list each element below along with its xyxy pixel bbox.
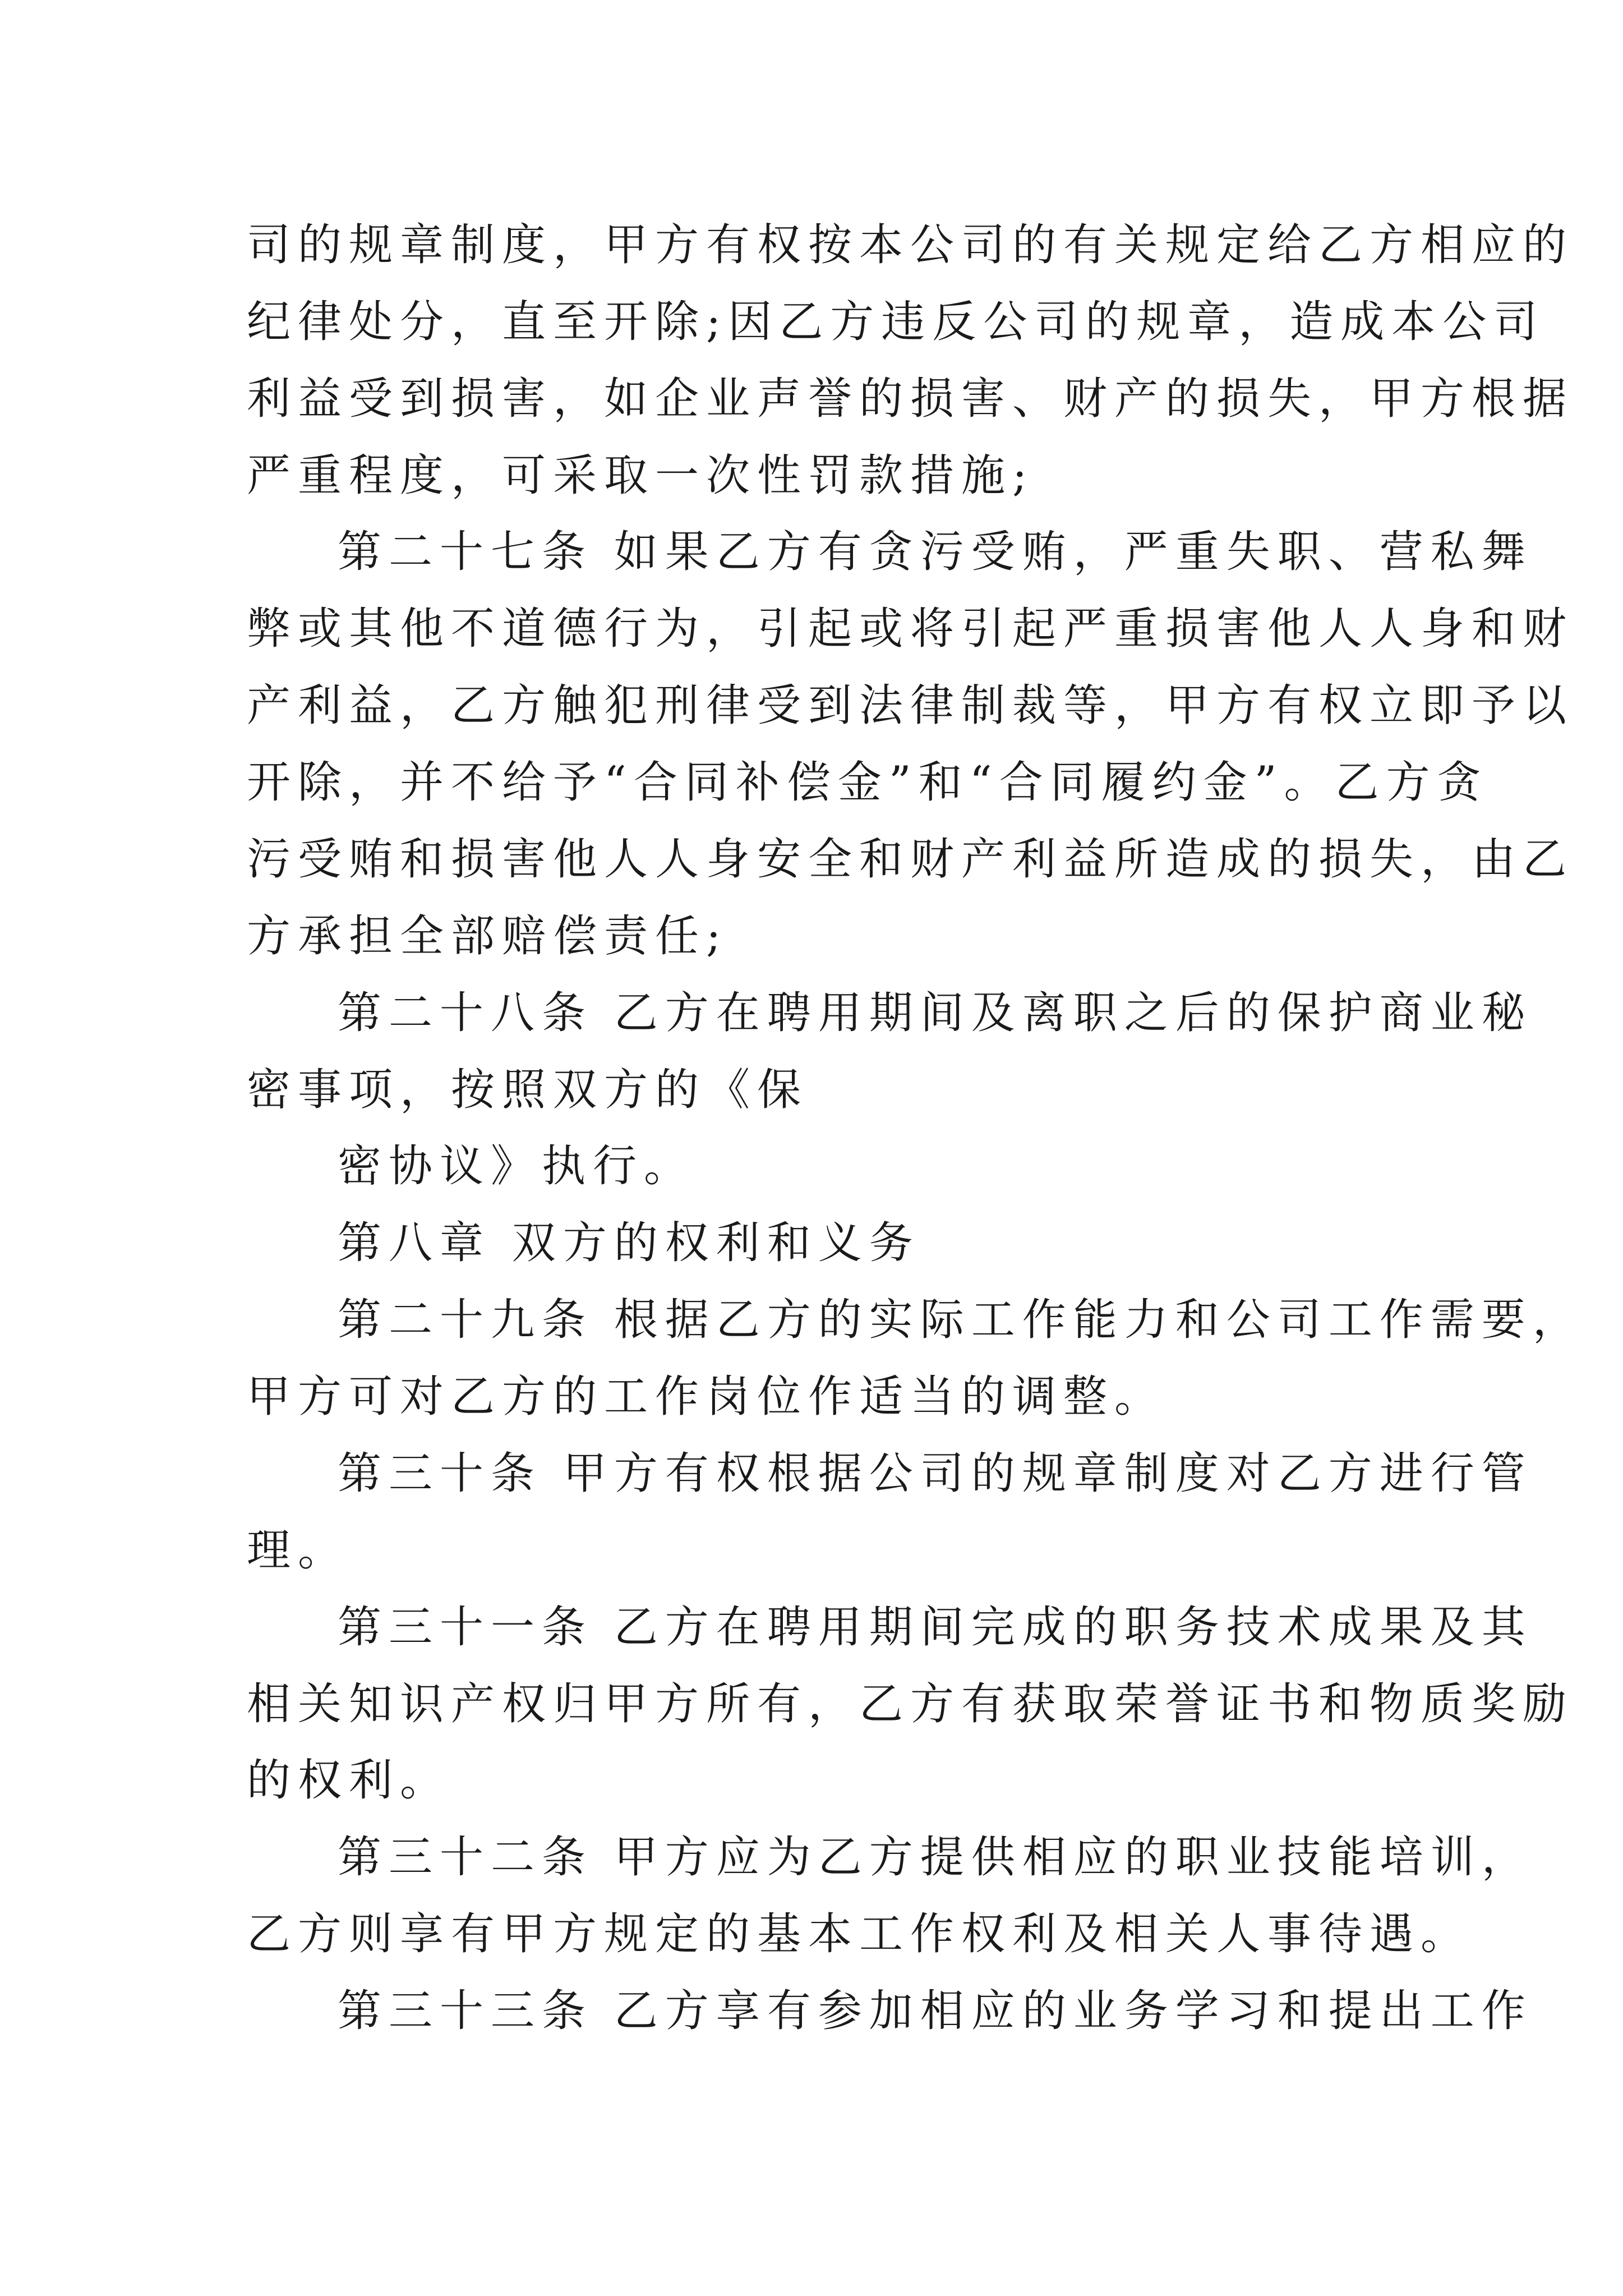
- article-33-line: 第三十三条 乙方享有参加相应的业务学习和提出工作: [338, 1986, 1533, 2036]
- text-line: 甲方可对乙方的工作岗位作适当的调整。: [247, 1372, 1166, 1422]
- text-line: 纪律处分，直至开除;因乙方违反公司的规章，造成本公司: [247, 297, 1545, 347]
- text-line: 产利益，乙方触犯刑律受到法律制裁等，甲方有权立即予以: [247, 680, 1574, 731]
- article-31-line: 第三十一条 乙方在聘用期间完成的职务技术成果及其: [338, 1602, 1533, 1653]
- text-line: 弊或其他不道德行为，引起或将引起严重损害他人人身和财: [247, 604, 1574, 654]
- article-32-line: 第三十二条 甲方应为乙方提供相应的职业技能培训，: [338, 1832, 1533, 1883]
- text-line: 方承担全部赔偿责任;: [247, 911, 728, 961]
- text-line: 相关知识产权归甲方所有，乙方有获取荣誉证书和物质奖励: [247, 1679, 1574, 1729]
- text-line: 开除，并不给予“合同补偿金”和“合同履约金”。乙方贪: [247, 757, 1488, 808]
- article-30-line: 第三十条 甲方有权根据公司的规章制度对乙方进行管: [338, 1448, 1533, 1499]
- text-line: 的权利。: [247, 1755, 451, 1806]
- text-line: 利益受到损害，如企业声誉的损害、财产的损失，甲方根据: [247, 374, 1574, 424]
- text-line: 理。: [247, 1525, 349, 1576]
- article-29-line: 第二十九条 根据乙方的实际工作能力和公司工作需要，: [338, 1295, 1584, 1345]
- article-28-line: 第二十八条 乙方在聘用期间及离职之后的保护商业秘: [338, 988, 1533, 1038]
- text-line: 司的规章制度，甲方有权按本公司的有关规定给乙方相应的: [247, 220, 1574, 270]
- text-line: 密事项，按照双方的《保: [247, 1065, 809, 1115]
- article-27-line: 第二十七条 如果乙方有贪污受贿，严重失职、营私舞: [338, 527, 1533, 577]
- text-line: 严重程度，可采取一次性罚款措施;: [247, 450, 1035, 501]
- text-line: 密协议》执行。: [338, 1141, 695, 1191]
- text-line: 污受贿和损害他人人身安全和财产利益所造成的损失，由乙: [247, 834, 1574, 885]
- chapter-8-heading: 第八章 双方的权利和义务: [338, 1218, 920, 1268]
- text-line: 乙方则享有甲方规定的基本工作权利及相关人事待遇。: [247, 1909, 1472, 1959]
